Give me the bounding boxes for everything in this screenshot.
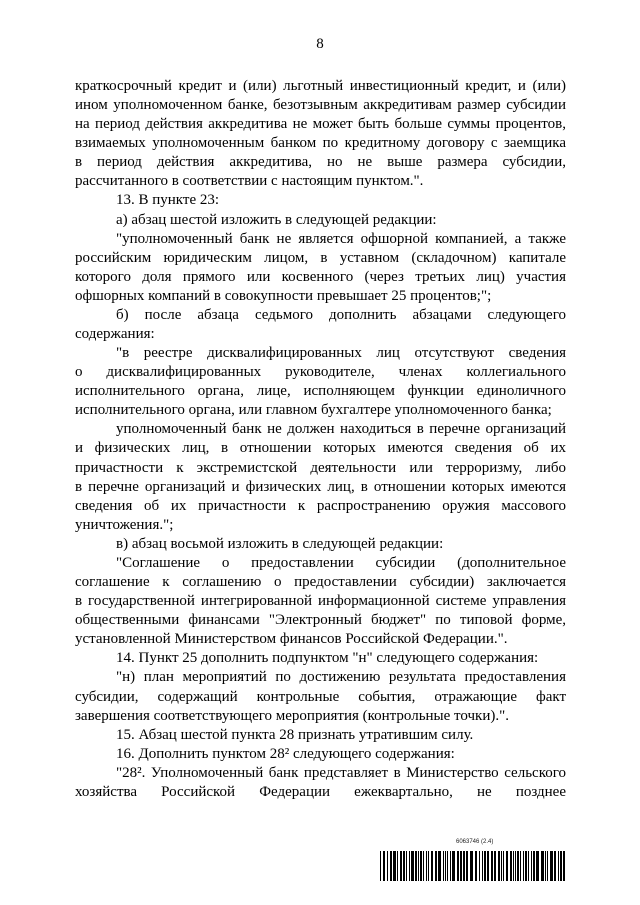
barcode-bar <box>466 851 468 881</box>
text-line: б) после абзаца седьмого дополнить абзацами следующего <box>116 306 566 323</box>
barcode-bar <box>438 851 441 881</box>
barcode-bar <box>423 851 424 881</box>
text-line: на период действия аккредитива не может быть больше суммы процентов, <box>75 116 566 133</box>
barcode-bar <box>409 851 410 881</box>
text-line: 16. Дополнить пунктом 28² следующего содержания: <box>116 745 455 762</box>
barcode-bar <box>457 851 459 881</box>
barcode-bar <box>411 851 414 881</box>
text-line: "28². Уполномоченный банк представляет в Министерство сельского <box>116 764 566 781</box>
paragraph <box>75 344 566 420</box>
barcode-bar <box>445 851 446 881</box>
text-line: которого доля прямого или косвенного (через третьих лиц) участия <box>75 268 566 285</box>
document-body <box>75 77 566 802</box>
text-line: краткосрочный кредит и (или) льготный инвестиционный кредит, и (или) <box>75 78 566 94</box>
barcode-bar <box>406 851 407 881</box>
text-line: в перечне организаций и физических лиц, в отношении которых имеются <box>75 478 566 495</box>
paragraph <box>75 726 566 745</box>
text-line: уполномоченный банк не должен находиться в перечне организаций <box>116 421 566 438</box>
barcode-bar <box>447 851 448 881</box>
barcode-bar <box>506 851 508 881</box>
barcode-bar <box>498 851 500 881</box>
text-line: содержания: <box>75 326 155 343</box>
text-line: сведения об их причастности к распространению оружия массового <box>75 497 566 514</box>
text-line: "н) план мероприятий по достижению результата предоставления <box>116 669 566 686</box>
barcode <box>380 851 566 881</box>
paragraph <box>75 764 566 802</box>
barcode-bar <box>510 851 512 881</box>
text-line: в период действия аккредитива, но не выше размера субсидии, <box>75 154 566 171</box>
paragraph <box>75 77 566 191</box>
barcode-bar <box>487 851 489 881</box>
barcode-bar <box>443 851 444 881</box>
barcode-bar <box>383 851 385 881</box>
text-line: 15. Абзац шестой пункта 28 признать утратившим силу. <box>116 726 474 743</box>
document-code: 6063746 (2.4) <box>456 839 494 845</box>
paragraph <box>75 668 566 725</box>
barcode-bar <box>515 851 516 881</box>
barcode-bar <box>528 851 529 881</box>
barcode-bar <box>420 851 422 881</box>
barcode-bar <box>475 851 477 881</box>
barcode-bar <box>463 851 465 881</box>
barcode-bar <box>533 851 535 881</box>
text-line: "уполномоченный банк не является офшорной компанией, а также <box>116 230 566 247</box>
barcode-bar <box>482 851 483 881</box>
barcode-bar <box>380 851 381 881</box>
barcode-bar <box>403 851 405 881</box>
barcode-bar <box>541 851 544 881</box>
barcode-bar <box>484 851 486 881</box>
paragraph <box>75 649 566 668</box>
barcode-bar <box>452 851 455 881</box>
paragraph <box>75 211 566 230</box>
text-line: уничтожения."; <box>75 516 174 533</box>
page-number: 8 <box>316 36 324 52</box>
barcode-bar <box>479 851 480 881</box>
barcode-bar <box>431 851 433 881</box>
text-line: субсидии, содержащий контрольные события, отражающие факт <box>75 688 566 705</box>
text-line: офшорных компаний в совокупности превышает 25 процентов;"; <box>75 287 492 304</box>
text-line: 14. Пункт 25 дополнить подпунктом "н" следующего содержания: <box>116 650 539 667</box>
barcode-bar <box>503 851 504 881</box>
barcode-bar <box>558 851 559 881</box>
barcode-bar <box>523 851 524 881</box>
paragraph <box>75 191 566 210</box>
text-line: в) абзац восьмой изложить в следующей редакции: <box>116 535 444 552</box>
barcode-bar <box>547 851 548 881</box>
barcode-bar <box>491 851 493 881</box>
barcode-bar <box>554 851 556 881</box>
barcode-bar <box>513 851 514 881</box>
paragraph <box>75 230 566 306</box>
paragraph <box>75 554 566 649</box>
barcode-bar <box>520 851 521 881</box>
barcode-bar <box>428 851 429 881</box>
barcode-bar <box>390 851 392 881</box>
barcode-bar <box>560 851 562 881</box>
barcode-bar <box>494 851 496 881</box>
text-line: завершения соответствующего мероприятия (контрольные точки).". <box>75 707 509 724</box>
barcode-bar <box>400 851 402 881</box>
text-line: о дисквалифицированных руководителе, членах коллегиального <box>75 364 566 381</box>
paragraph <box>75 745 566 764</box>
barcode-bar <box>387 851 388 881</box>
text-line: исполнительного органа, лице, исполняющем функции единоличного <box>75 383 566 400</box>
barcode-bar <box>415 851 417 881</box>
text-line: российским юридическим лицом, в уставном (складочном) капитале <box>75 249 566 266</box>
text-line: взимаемых уполномоченным банком по кредитному договору с заемщика <box>75 135 566 152</box>
barcode-bar <box>517 851 519 881</box>
barcode-bar <box>563 851 565 881</box>
text-line: хозяйства Российской Федерации ежеквартально, не позднее <box>75 783 566 800</box>
text-line: ином уполномоченном банке, безотзывным аккредитивам размер субсидии <box>75 97 566 114</box>
text-line: установленной Министерством финансов Российской Федерации.". <box>75 631 508 648</box>
paragraph <box>75 306 566 344</box>
text-line: а) абзац шестой изложить в следующей редакции: <box>116 211 437 228</box>
paragraph <box>75 420 566 534</box>
barcode-bar <box>450 851 451 881</box>
barcode-bar <box>397 851 398 881</box>
text-line: причастности к экстремистской деятельности или терроризму, либо <box>75 459 566 476</box>
barcode-bar <box>460 851 462 881</box>
text-line: в государственной интегрированной информационной системе управления <box>75 593 566 610</box>
barcode-bar <box>435 851 437 881</box>
text-line: общественными финансами "Электронный бюджет" по типовой форме, <box>75 612 566 629</box>
text-line: "в реестре дисквалифицированных лиц отсутствуют сведения <box>116 345 566 362</box>
text-line: рассчитанного в соответствии с настоящим пунктом.". <box>75 173 424 190</box>
barcode-bar <box>426 851 427 881</box>
barcode-bar <box>545 851 546 881</box>
barcode-bar <box>525 851 527 881</box>
barcode-bar <box>393 851 396 881</box>
text-line: "Соглашение о предоставлении субсидии (дополнительное <box>116 554 566 571</box>
barcode-bar <box>531 851 532 881</box>
text-line: исполнительного органа, или главном бухгалтере уполномоченного банка; <box>75 402 552 419</box>
paragraph <box>75 535 566 554</box>
barcode-bar <box>501 851 502 881</box>
text-line: и физических лиц, в отношении которых имеются сведения об их <box>75 440 566 457</box>
barcode-bar <box>536 851 539 881</box>
text-line: соглашение к соглашению о предоставлении субсидии) заключается <box>75 574 566 591</box>
text-line: 13. В пункте 23: <box>116 192 220 209</box>
barcode-bar <box>470 851 473 881</box>
barcode-bar <box>550 851 553 881</box>
barcode-bar <box>418 851 419 881</box>
